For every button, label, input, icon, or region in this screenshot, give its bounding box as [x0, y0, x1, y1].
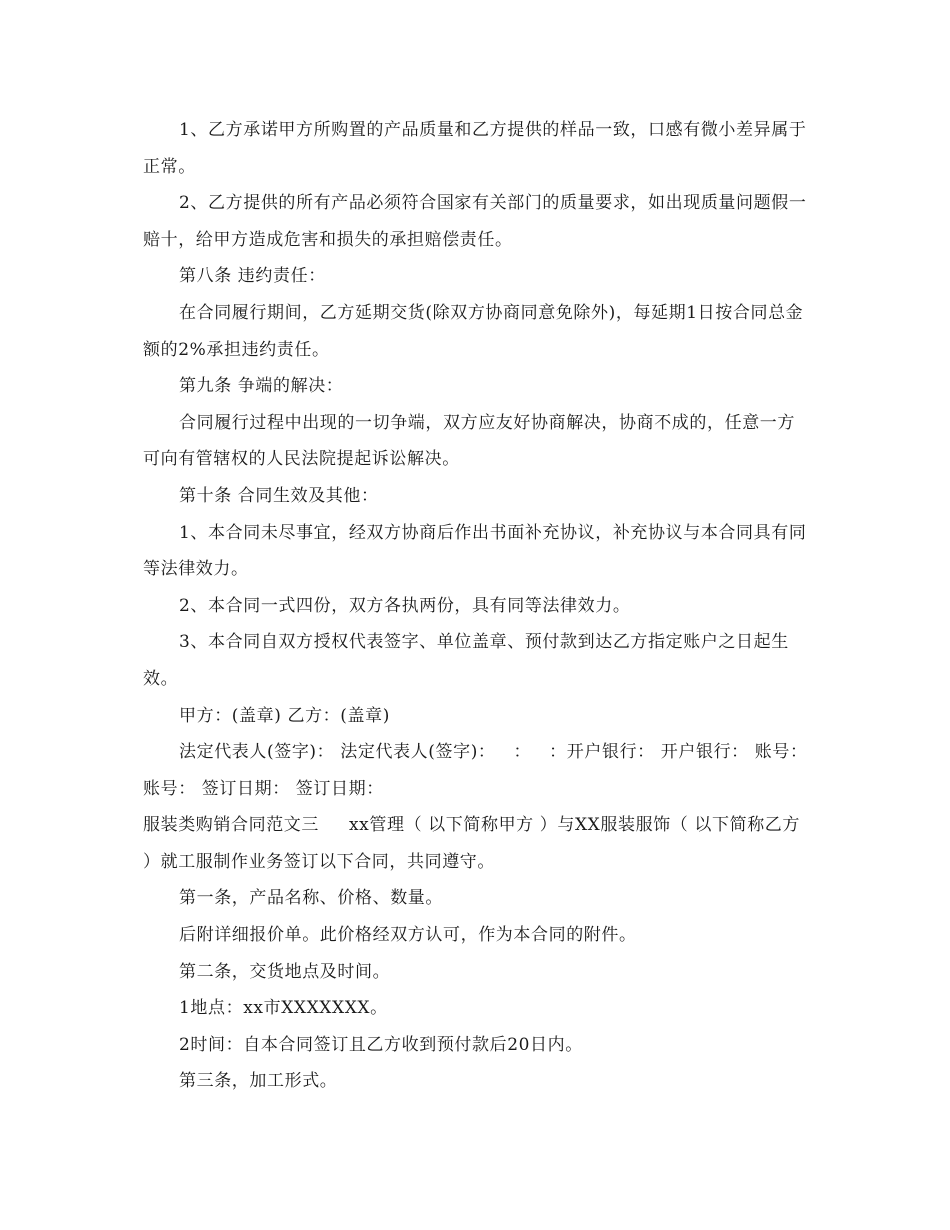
signature-line — [143, 734, 808, 807]
document-body — [143, 112, 808, 1100]
paragraph-quality-promise: 1、乙方承诺甲方所购置的产品质量和乙方提供的样品一致，口感有微小差异属于正常。 — [143, 120, 807, 177]
signature-bank: 开户银行： 开户银行： — [566, 742, 749, 763]
paragraph-quality-requirement: 2、乙方提供的所有产品必须符合国家有关部门的质量要求，如出现质量问题假一赔十，给甲方造成危害和损失的承担赔偿责任。 — [143, 193, 807, 250]
paragraph-price-list: 后附详细报价单。此价格经双方认可，作为本合同的附件。 — [179, 925, 637, 946]
paragraph-breach-liability: 在合同履行期间，乙方延期交货(除双方协商同意免除外)，每延期1日按合同总金额的2%承担违约责任。 — [143, 302, 804, 360]
article-3-heading: 第三条，加工形式。 — [179, 1071, 338, 1092]
signature-colon-1: ： — [513, 742, 532, 763]
paragraph-copies: 2、本合同一式四份，双方各执两份，具有同等法律效力。 — [179, 595, 631, 616]
signature-account-date: 账号： 账号： 签订日期： 签订日期： — [143, 742, 808, 799]
paragraph-delivery-time: 2时间：自本合同签订且乙方收到预付款后20日内。 — [179, 1034, 583, 1055]
article-8-heading: 第八条 违约责任： — [179, 266, 326, 287]
signature-representatives: 法定代表人(签字)： 法定代表人(签字)： — [179, 742, 496, 763]
contract-three-parties: xx管理（ 以下简称甲方 ）与XX服装服饰（ 以下简称乙方 ）就工服制作业务签订以下合同，共同遵守。 — [143, 815, 800, 872]
paragraph-seal-line: 甲方：(盖章) 乙方：(盖章) — [179, 705, 390, 726]
article-2-heading: 第二条，交货地点及时间。 — [179, 961, 391, 982]
signature-colon-2: ： — [549, 742, 567, 763]
contract-three-title: 服装类购销合同范文三 — [143, 815, 319, 836]
contract-three-intro — [143, 807, 808, 880]
paragraph-delivery-location: 1地点：xx市XXXXXXX。 — [179, 998, 388, 1019]
paragraph-supplementary-agreement: 1、本合同未尽事宜，经双方协商后作出书面补充协议，补充协议与本合同具有同等法律效力。 — [143, 522, 807, 580]
article-1-heading: 第一条，产品名称、价格、数量。 — [179, 888, 443, 909]
paragraph-effective-date: 3、本合同自双方授权代表签字、单位盖章、预付款到达乙方指定账户之日起生效。 — [143, 632, 789, 689]
article-9-heading: 第九条 争端的解决： — [179, 376, 344, 397]
paragraph-dispute-resolution: 合同履行过程中出现的一切争端，双方应友好协商解决，协商不成的，任意一方可向有管辖权的人民法院提起诉讼解决。 — [143, 412, 795, 470]
article-10-heading: 第十条 合同生效及其他： — [179, 485, 379, 506]
